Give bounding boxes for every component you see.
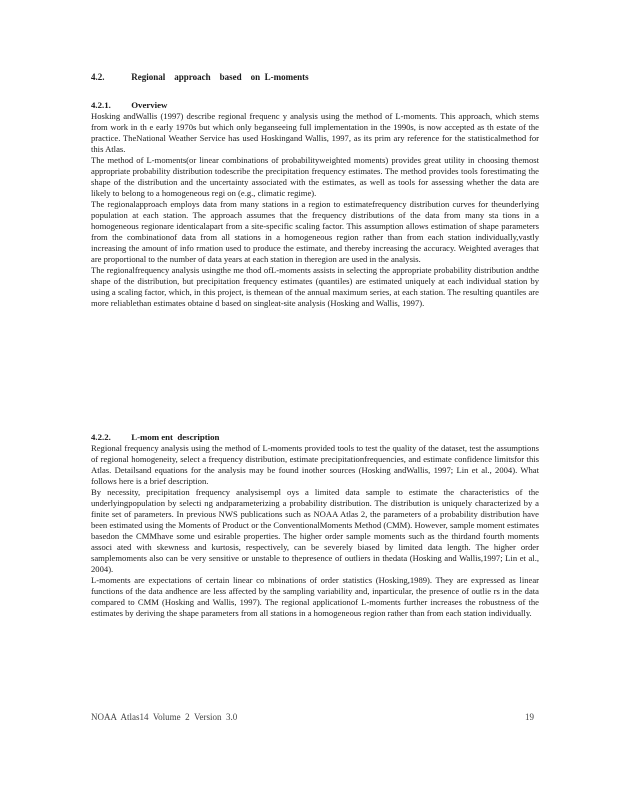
- paragraph: Regional frequency analysis using the method of L-moments provided tools to test the quality of the dataset, test the assumptions of regional homogeneity, select a frequency distribution, estimate precipitationfrequencies, and estimate confidence limitsfor this Atlas. Detailsand equations for the analysis may be found inother sources (Hosking andWallis, 1997; Lin et al., 2004). What follows here is a brief description.: [91, 443, 539, 486]
- footer-publication: NOAA Atlas14 Volume 2 Version 3.0: [91, 712, 238, 722]
- paragraph: The method of L-moments(or linear combinations of probabilityweighted moments) provides great utility in choosing themost appropriate probability distribution todescribe the precipitation frequency estimates. The method provides tools forestimating the shape of the distribution and the uncertainty associated with the estimates, as well as tools for assessing whether the data are likely to belong to a homogeneous regi on (e.g., climatic regime).: [91, 155, 539, 198]
- section-heading: [91, 72, 309, 82]
- description-title: L-mom ent description: [131, 432, 220, 442]
- overview-number: 4.2.1.: [91, 100, 111, 110]
- description-body: [91, 443, 539, 619]
- overview-title: Overview: [131, 100, 168, 110]
- description-number: 4.2.2.: [91, 432, 111, 442]
- paragraph: L-moments are expectations of certain linear co mbinations of order statistics (Hosking,1989). They are expressed as linear functions of the data andhence are less affected by the sampling variability and, inparticular, the presence of outlie rs in the data compared to CMM (Hosking and Wallis, 1997). The regional applicationof L-moments further increases the robustness of the estimates by deriving the shape parameters from all stations in a homogeneous region rather than from each station individually.: [91, 575, 539, 618]
- section-title: Regional approach based on L-moments: [131, 72, 309, 82]
- paragraph: The regionalfrequency analysis usingthe me thod ofL-moments assists in selecting the appropriate probability distribution andthe shape of the distribution, but precipitation frequency estimates (quantiles) are estimated uniquely at each individual station by using a scaling factor, which, in this project, is themean of the annual maximum series, at each station. The resulting quantiles are more reliablethan estimates obtaine d based on singleat-site analysis (Hosking and Wallis, 1997).: [91, 265, 539, 308]
- paragraph: The regionalapproach employs data from many stations in a region to estimatefrequency distribution curves for theunderlying population at each station. The approach assumes that the frequency distributions of the data from many sta tions in a homogeneous regionare identicalapart from a site-specific scaling factor. This assumption allows estimation of shape parameters from the combinationof data from all stations in a homogeneous region rather than from each station individually,vastly increasing the amount of info rmation used to produce the estimate, and thereby increasing the accuracy. Weighted averages that are proportional to the number of data years at each station in theregion are used in the analysis.: [91, 199, 539, 264]
- paragraph: Hosking andWallis (1997) describe regional frequenc y analysis using the method of L-moments. This approach, which stems from work in th e early 1970s but which only beganseeing full implementation in the 1990s, is now accepted as th estate of the practice. TheNational Weather Service has used Hoskingand Wallis, 1997, as its prim ary reference for the statisticalmethod for this Atlas.: [91, 111, 539, 154]
- section-number: 4.2.: [91, 72, 105, 82]
- description-heading: [91, 432, 219, 442]
- page-number: 19: [525, 712, 534, 722]
- overview-heading: [91, 100, 167, 110]
- paragraph: By necessity, precipitation frequency analysisempl oys a limited data sample to estimate the characteristics of the underlyingpopulation by selecti ng andparameterizing a probability distribution. The distribution is uniquely characterized by a finite set of parameters. In previous NWS publications such as NOAA Atlas 2, the parameters of a probability distribution have been estimated using the Moments of Product or the ConventionalMoments Method (CMM). However, sample moment estimates basedon the CMMhave some und esirable properties. The higher order sample moments such as the thirdand fourth moments associ ated with skewness and kurtosis, respectively, can be severely biased by limited data length. The higher order samplemoments also can be very sensitive or unstable to thepresence of outliers in thedata (Hosking and Wallis,1997; Lin et al., 2004).: [91, 487, 539, 574]
- overview-body: [91, 111, 539, 309]
